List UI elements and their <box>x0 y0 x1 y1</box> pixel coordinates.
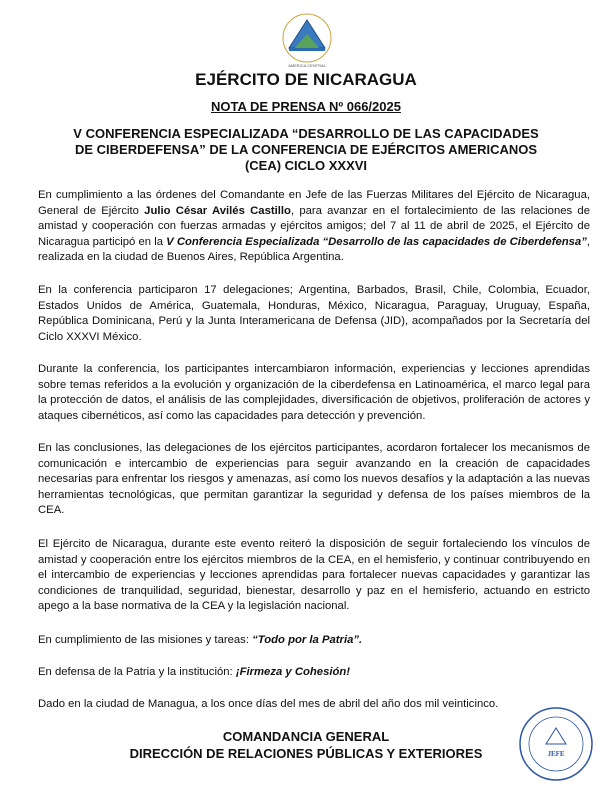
emblem-bottom-text: AMERICA CENTRAL <box>288 63 326 68</box>
footer-line-2: DIRECCIÓN DE RELACIONES PÚBLICAS Y EXTERIORES <box>129 746 483 761</box>
paragraph-8: Dado en la ciudad de Managua, a los once días del mes de abril del año dos mil veinticinco. <box>38 698 499 710</box>
paragraph-4: En las conclusiones, las delegaciones de los ejércitos participantes, acordaron fortalecer los mecanismos de comunicación e intercambio de experiencias para seguir avanzando en la creación de capacidades necesarias para enfrentar los riesgos y amenazas, así como los nuevos desafíos y la adaptación a las nuevas herramientas tecnológicas, que permitan garantizar la seguridad y defensa de los países miembros de la CEA. <box>38 442 590 517</box>
paragraph-5: El Ejército de Nicaragua, durante este evento reiteró la disposición de seguir fortaleciendo los vínculos de amistad y cooperación entre los ejércitos miembros de la CEA, en el hemisferio, y continuar contribuyendo en el intercambio de experiencias y lecciones aprendidas para fortalecer nuevas capacidades y garantizar las condiciones de tranquilidad, seguridad, bienestar, desarrollo y paz en el hemisferio, actuando en estricto apego a la base normativa de la CEA y la legislación nacional. <box>38 538 590 613</box>
headline-line-2: DE CIBERDEFENSA” DE LA CONFERENCIA DE EJÉRCITOS AMERICANOS <box>74 142 538 157</box>
press-note-number: NOTA DE PRENSA Nº 066/2025 <box>211 99 401 114</box>
headline-line-1: V CONFERENCIA ESPECIALIZADA “DESARROLLO DE LAS CAPACIDADES <box>73 126 539 141</box>
headline <box>40 126 572 174</box>
organization-title: EJÉRCITO DE NICARAGUA <box>195 70 417 89</box>
footer-line-1: COMANDANCIA GENERAL <box>222 729 390 744</box>
headline-line-3: (CEA) CICLO XXXVI <box>244 158 368 173</box>
paragraph-2: En la conferencia participaron 17 delegaciones; Argentina, Barbados, Brasil, Chile, Colombia, Ecuador, Estados Unidos de América, Guatemala, Honduras, México, Nicaragua, Paraguay, Uruguay, España, República Dominicana, Perú y la Junta Interamericana de Defensa (JID), acompañados por la Secretaría del Ciclo XXXVI México. <box>38 284 590 343</box>
paragraph-1: En cumplimiento a las órdenes del Comandante en Jefe de las Fuerzas Militares del Ejército de Nicaragua, General de Ejército Julio César Avilés Castillo, para avanzar en el fortalecimiento de las relaciones de amistad y cooperación con fuerzas armadas y ejércitos amigos; del 7 al 11 de abril de 2025, el Ejército de Nicaragua participó en la V Conferencia Especializada “Desarrollo de las capacidades de Ciberdefensa”, realizada en la ciudad de Buenos Aires, República Argentina. <box>38 189 590 264</box>
paragraph-6: En cumplimiento de las misiones y tareas: “Todo por la Patria”. <box>38 634 363 646</box>
nicaragua-coat-of-arms-icon <box>267 10 347 70</box>
ejercito-seal-stamp-icon <box>518 706 594 782</box>
paragraph-3: Durante la conferencia, los participantes intercambiaron información, experiencias y lecciones aprendidas sobre temas referidos a la evolución y organización de la ciberdefensa en Latinoamérica, el marco legal para la protección de datos, el análisis de las complejidades, diversificación de objetivos, proliferación de actores y ataques cibernéticos, así como las capacidades para detección y prevención. <box>38 363 590 422</box>
stamp-center-text: JEFE <box>547 750 565 758</box>
paragraph-7: En defensa de la Patria y la institución: ¡Firmeza y Cohesión! <box>38 666 351 678</box>
